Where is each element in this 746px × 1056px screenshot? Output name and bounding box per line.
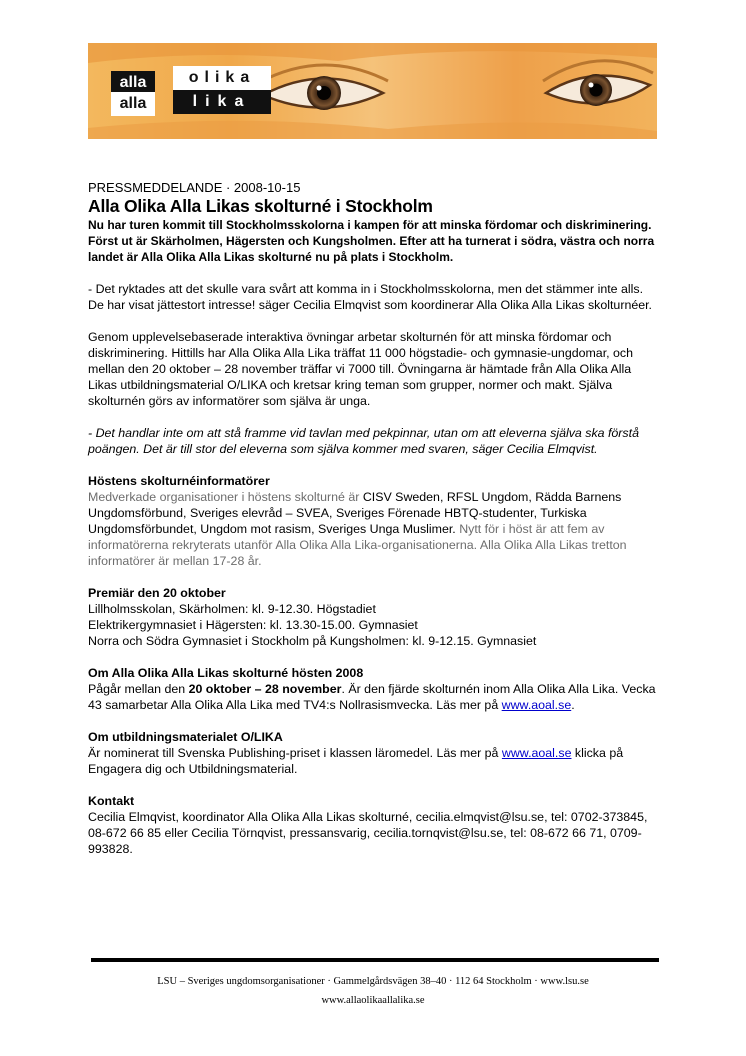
about-heading: Om Alla Olika Alla Likas skolturné hösten 2008 xyxy=(88,666,364,680)
material-heading: Om utbildningsmaterialet O/LIKA xyxy=(88,730,283,744)
about-dates: 20 oktober – 28 november xyxy=(188,682,342,696)
premiere-line: Lillholmsskolan, Skärholmen: kl. 9-12.30. Högstadiet xyxy=(88,602,376,616)
alla-olika-alla-lika-logo xyxy=(111,66,273,118)
informers-orgs: CISV Sweden, RFSL Ungdom, Rädda Barnens Ungdomsförbund, Sveriges elevråd – SVEA, Sveriges Förenade HBTQ-studenter, Turkiska Ungdomsförbundet, Ungdom mot rasism, Sveriges Unga Muslimer. xyxy=(88,490,622,536)
footer-website: www.allaolikaallalika.se xyxy=(321,995,425,1006)
contact-heading: Kontakt xyxy=(88,794,135,808)
informers-paragraph: Medverkade organisationer i höstens skolturné är CISV Sweden, RFSL Ungdom, Rädda Barnens Ungdomsförbund, Sveriges elevråd – SVEA, Sveriges Förenade HBTQ-studenter, Turkiska Ungdomsförbundet, Ungdom mot rasism, Sveriges Unga Muslimer. Nytt för i höst är att fem av informatörerna rekryterats utanför Alla Olika Alla Lika-organisationerna. Alla Olika Alla Likas tretton informatörer är mellan 17-28 år. xyxy=(88,490,627,568)
aoal-link-2[interactable]: www.aoal.se xyxy=(501,746,572,760)
informers-heading: Höstens skolturnéinformatörer xyxy=(88,474,270,488)
kicker: PRESSMEDDELANDE · 2008-10-15 xyxy=(88,180,301,195)
logo-olika: olika xyxy=(173,66,271,90)
logo-alla-2: alla xyxy=(111,92,155,116)
paragraph-quote-2: - Det handlar inte om att stå framme vid tavlan med pekpinnar, utan om att eleverna själva ska förstå poängen. Det är till stor del eleverna som själva kommer med svaren, säger Cecilia Elmqvist. xyxy=(88,426,639,456)
paragraph-method: Genom upplevelsebaserade interaktiva övningar arbetar skolturnén för att minska fördomar och diskriminering. Hittills har Alla Olika Alla Lika träffat 11 000 högstadie- och gymnasie-ungdomar, och mellan den 20 oktober – 28 november träffar vi 7000 till. Övningarna är hämtade från Alla Olika Alla Likas utbildningsmaterial O/LIKA och kretsar kring teman som grupper, normer och makt. Själva skolturnén görs av informatörer som själva är unga. xyxy=(88,330,634,408)
about-paragraph: Pågår mellan den 20 oktober – 28 november. Är den fjärde skolturnén inom Alla Olika Alla Lika. Vecka 43 samarbetar Alla Olika Alla Lika med TV4:s Nollrasismvecka. Läs mer på www.aoal.se. xyxy=(88,682,656,712)
premiere-line: Norra och Södra Gymnasiet i Stockholm på Kungsholmen: kl. 9-12.15. Gymnasiet xyxy=(88,634,537,648)
aoal-link[interactable]: www.aoal.se xyxy=(501,698,572,712)
lead-paragraph: Nu har turen kommit till Stockholmsskolorna i kampen för att minska fördomar och diskriminering. Först ut är Skärholmen, Hägersten och Kungsholmen. Efter att ha turnerat i södra, västra och norra landet är Alla Olika Alla Likas skolturné nu på plats i Stockholm. xyxy=(88,218,655,264)
premiere-heading: Premiär den 20 oktober xyxy=(88,586,226,600)
logo-lika: lika xyxy=(173,90,271,114)
footer-divider xyxy=(91,958,659,962)
headline: Alla Olika Alla Likas skolturné i Stockholm xyxy=(88,196,433,216)
footer-address: LSU – Sveriges ungdomsorganisationer · Gammelgårdsvägen 38–40 · 112 64 Stockholm · www.lsu.se xyxy=(157,976,589,987)
contact-paragraph: Cecilia Elmqvist, koordinator Alla Olika Alla Likas skolturné, cecilia.elmqvist@lsu.se, tel: 0702-373845, 08-672 66 85 eller Cecilia Törnqvist, pressansvarig, cecilia.tornqvist@lsu.se, tel: 08-672 66 71, 0709-993828. xyxy=(88,810,648,856)
press-release-body xyxy=(88,180,658,857)
logo-alla-1: alla xyxy=(111,71,155,95)
material-paragraph: Är nominerat till Svenska Publishing-priset i klassen läromedel. Läs mer på www.aoal.se klicka på Engagera dig och Utbildningsmaterial. xyxy=(88,746,624,776)
premiere-line: Elektrikergymnasiet i Hägersten: kl. 13.30-15.00. Gymnasiet xyxy=(88,618,418,632)
paragraph-quote-1: - Det ryktades att det skulle vara svårt att komma in i Stockholmsskolorna, men det stämmer inte alls. De har visat jättestort intresse! säger Cecilia Elmqvist som koordinerar Alla Olika Alla Likas skolturnéer. xyxy=(88,282,653,312)
